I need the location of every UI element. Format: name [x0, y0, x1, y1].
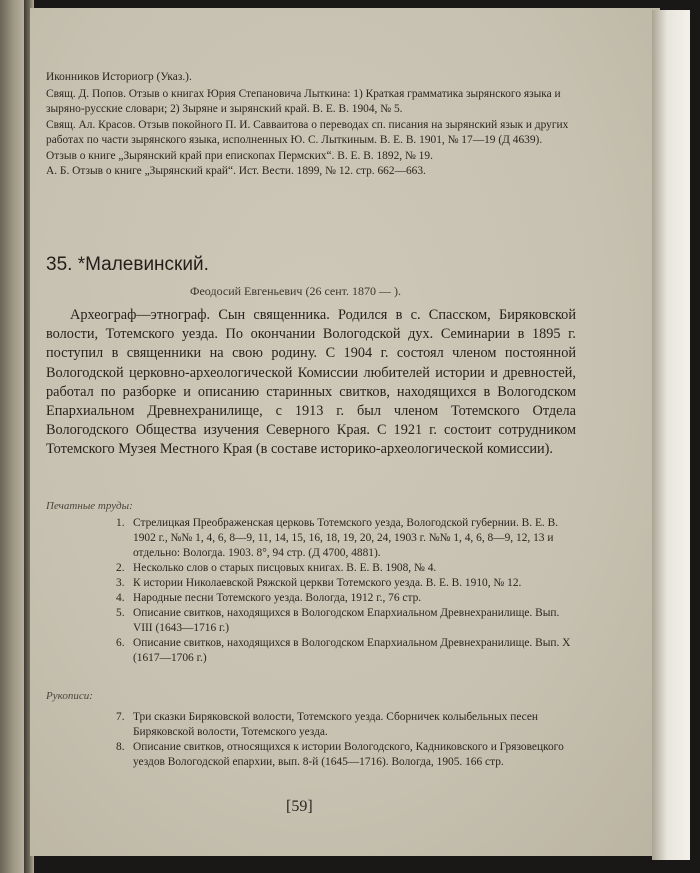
biography-paragraph: Археограф—этнограф. Сын священника. Родился в с. Спасском, Биряковской волости, Тотемского уезда. По окончании Вологодской дух. Семинарии в 1895 г. поступил в священники на свою родину. С 1904 г. состоял членом постоянной Вологодской церковно-археологической Комиссии любителей истории и древностей, работал по разборке и описанию старинных свитков, находящихся в Вологодском Епархиальном Древнехранилище, с 1913 г. был членом Тотемского Отдела Вологодского Общества изучения Северного Края. С 1921 г. состоит сотрудником Тотемского Музея Местного Края (в составе историко-археологической комиссии). — [46, 307, 576, 458]
manuscripts-list — [118, 710, 573, 770]
list-item: 7. Три сказки Биряковской волости, Тотемского уезда. Сборничек колыбельных песен Биряковской волости, Тотемского уезда. — [116, 711, 539, 738]
entry-heading: 35. *Малевинский. — [46, 254, 209, 275]
references-block — [46, 70, 574, 180]
reference-line: Свящ. Ал. Красов. Отзыв покойного П. И. Савваитова о переводах сп. писания на зырянский язык и других работах по части зырянского языка, исполненных Ю. С. Лыткиным. В. Е. В. 1901, № 17—19 (Д 4639). — [46, 118, 569, 146]
facing-page-edge — [0, 0, 24, 873]
list-item: 2. Несколько слов о старых писцовых книгах. В. Е. В. 1908, № 4. — [116, 562, 437, 574]
list-item: 5. Описание свитков, находящихся в Вологодском Епархиальном Древнехранилище. Вып. VIII (1643—1716 г.) — [116, 607, 560, 634]
list-item: 1. Стрелицкая Преображенская церковь Тотемского уезда, Вологодской губернии. В. Е. В. 1902 г., №№ 1, 4, 6, 8—9, 11, 14, 15, 16, 18, 19, 20, 24, 1903 г. №№ 1, 4, 6, 8—9, 12, 13 и отдельно: Вологда. 1903. 8°, 94 стр. (Д 4700, 4881). — [116, 517, 559, 559]
page-number: [59] — [286, 798, 313, 815]
list-item: 8. Описание свитков, относящихся к истории Вологодского, Кадниковского и Грязовецкого уездов Вологодской епархии, вып. 8-й (1645—1716). Вологда, 1905. 166 стр. — [116, 741, 564, 768]
list-item: 6. Описание свитков, находящихся в Вологодском Епархиальном Древнехранилище. Вып. X (1617—1706 г.) — [116, 637, 571, 664]
reference-line: Отзыв о книге „Зырянский край при епископах Пермских“. В. Е. В. 1892, № 19. — [46, 149, 433, 162]
printed-works-list — [118, 516, 573, 666]
reference-line: Свящ. Д. Попов. Отзыв о книгах Юрия Степановича Лыткина: 1) Краткая грамматика зырянского языка и зыряно-русские словари; 2) Зыряне и зырянский край. В. Е. В. 1904, № 5. — [46, 87, 561, 115]
entry-subtitle: Феодосий Евгеньевич (26 сент. 1870 — ). — [190, 284, 402, 298]
page-stack-edge — [652, 10, 690, 860]
list-item: 4. Народные песни Тотемского уезда. Вологда, 1912 г., 76 стр. — [116, 592, 422, 604]
list-item: 3. К истории Николаевской Ряжской церкви Тотемского уезда. В. Е. В. 1910, № 12. — [116, 577, 522, 589]
reference-line: Иконников Историогр (Указ.). — [46, 71, 192, 83]
printed-works-label: Печатные труды: — [46, 500, 133, 512]
reference-line: А. Б. Отзыв о книге „Зырянский край“. Ист. Вести. 1899, № 12. стр. 662—663. — [46, 165, 426, 177]
manuscripts-label: Рукописи: — [46, 690, 93, 702]
